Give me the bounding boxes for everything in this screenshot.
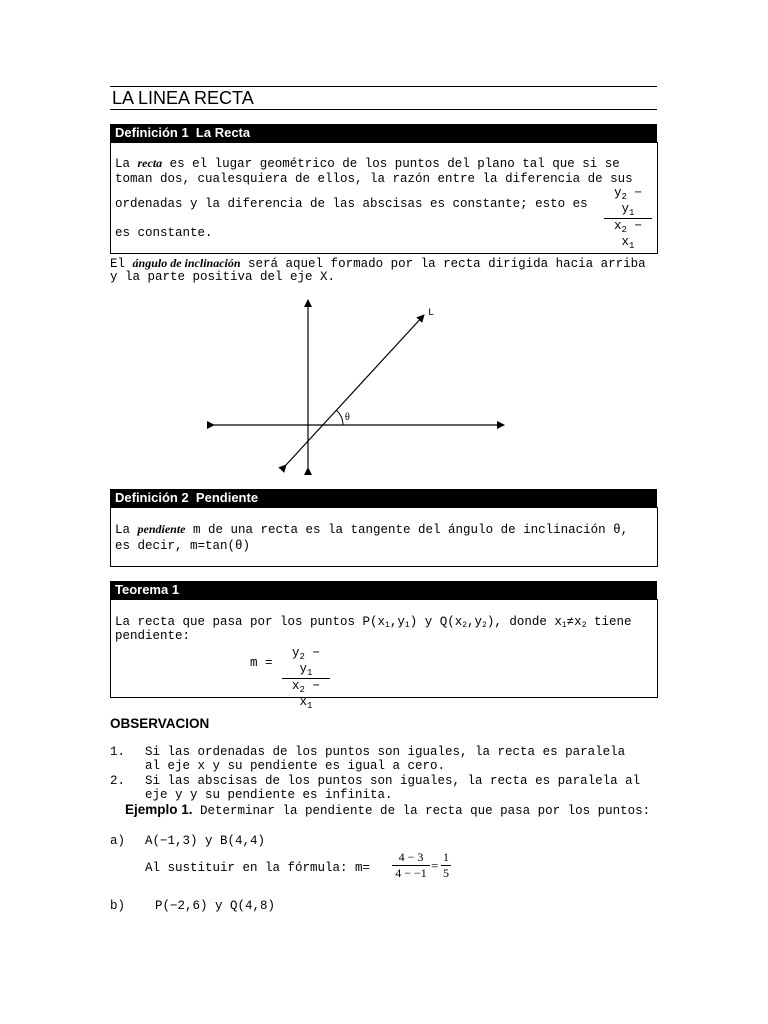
inclination-line-2: y la parte positiva del eje X. [110,270,336,284]
example-1-heading: Ejemplo 1. [125,802,193,817]
title-bottom-rule [110,109,657,110]
theorem-1-m-label: m = [250,656,273,670]
term-recta: recta [137,156,163,170]
theorem-1-line-2: pendiente: [115,629,191,643]
example-1-substitution: Al sustituir en la fórmula: m= [145,861,371,875]
inclination-line-1: El ángulo de inclinación será aquel formado por la recta dirigida hacia arriba [110,256,646,271]
example-1-a-points: A(−1,3) y B(4,4) [145,834,266,848]
line-label: L [428,308,435,319]
angle-arc [336,410,343,425]
page-title: LA LINEA RECTA [112,88,254,108]
definition-1-line-4: es constante. [115,226,213,240]
theorem-1-line-1: La recta que pasa por los puntos $P(x_1,y_1)$ y $Q(x_2,y_2)$, donde $x_1\ne x_2$ tiene [115,615,632,630]
definition-1-header [110,124,657,142]
fraction-denominator: $x_2 - x_1$ [614,219,642,251]
angle-label: θ [345,412,350,423]
slope-fraction-def1 [604,186,652,251]
observacion-item-2-line-1: Si las abscisas de los puntos son iguales, la recta es paralela al [145,774,641,788]
definition-1-line-2: toman dos, cualesquiera de ellos, la razón entre la diferencia de sus [115,172,633,186]
definition-2-heading: Definición 2 [115,490,189,505]
example-1-line [125,801,650,819]
term-angulo-inclinacion: ángulo de inclinación [132,256,241,270]
title-top-rule [110,86,657,87]
definition-1-line-1: La recta es el lugar geométrico de los puntos del plano tal que si se [115,156,620,171]
example-1-fraction: 4 − 3 4 − −1 [392,850,430,881]
term-pendiente: pendiente [137,522,186,536]
example-1-text: Determinar la pendiente de la recta que pasa por los puntos: [192,804,651,818]
observacion-item-2-number: 2. [110,774,126,788]
example-1-equals: = [431,858,439,873]
observacion-item-1-line-1: Si las ordenadas de los puntos son iguales, la recta es paralela [145,745,626,759]
theorem-1-header [110,581,657,599]
example-1-a-label: a) [110,834,126,848]
definition-2-box [110,507,658,567]
example-1-b-label: b) [110,899,126,913]
theorem-1-box [110,599,658,698]
example-1-result: 1 5 [443,850,449,880]
definition-2-line-1: La pendiente m de una recta es la tangente del ángulo de inclinación θ, [115,522,629,537]
observacion-item-1-line-2: al eje x y su pendiente es igual a cero. [145,759,446,773]
definition-1-line-3: ordenadas y la diferencia de las abscisas es constante; esto es [115,197,588,211]
fraction-numerator: $y_2 - y_1$ [614,186,642,218]
definition-2-header [110,489,657,507]
observacion-item-1-number: 1. [110,745,126,759]
slope-fraction-theorem: $y_2 - y_1$ $x_2 - x_1$ [282,646,330,711]
definition-2-subject: Pendiente [195,490,259,505]
observacion-heading: OBSERVACION [110,716,210,731]
observacion-item-2-line-2: eje y y su pendiente es infinita. [145,788,393,802]
definition-1-heading: Definición 1 [115,125,189,140]
theorem-1-heading: Teorema 1 [115,582,180,597]
definition-1-subject: La Recta [195,125,251,140]
inclination-figure [200,290,520,480]
definition-2-line-2: es decir, m=tan(θ) [115,539,251,553]
line-l [286,315,424,465]
example-1-b-points: P(−2,6) y Q(4,8) [155,899,276,913]
